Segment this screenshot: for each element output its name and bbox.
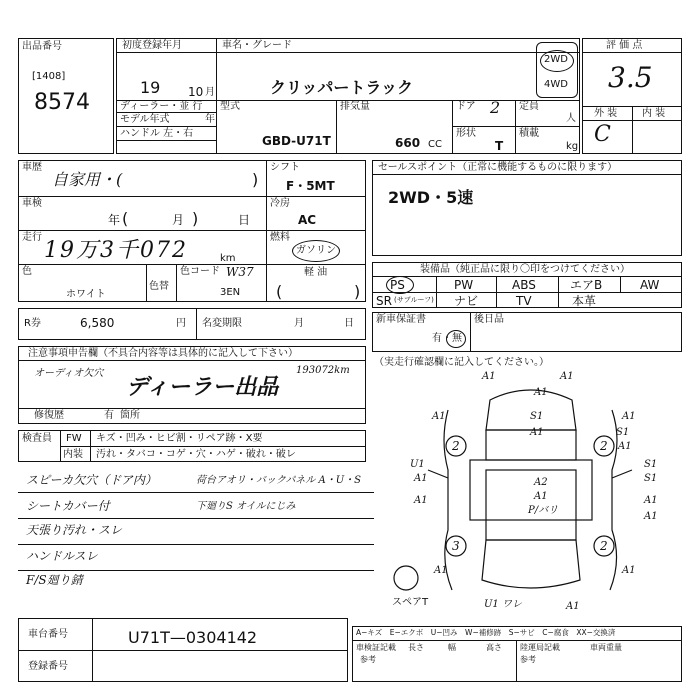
mark-22: 2 — [600, 539, 608, 553]
mark-7: S1 — [616, 427, 630, 438]
mark-12: A1 — [414, 473, 428, 484]
mark-10: 2 — [600, 439, 608, 453]
mark-27: A1 — [534, 387, 548, 398]
mark-4: S1 — [530, 411, 544, 422]
equip-sr-sub: (サブルーフ) — [394, 296, 434, 304]
selling-points-label: セールスポイント（正常に機能するものに限ります） — [378, 162, 618, 173]
remark-4: ハンドルスレ — [26, 549, 98, 563]
mileage-note: 193072km — [296, 365, 350, 376]
equip-navi: ナビ — [454, 294, 479, 308]
interior-label: 内 装 — [642, 108, 666, 119]
displacement-value: 660 — [395, 136, 421, 150]
mark-5: A1 — [530, 427, 544, 438]
equipment-label: 装備品（純正品に限り〇印をつけてください） — [420, 264, 630, 275]
legend-col7: 車両重量 — [590, 643, 622, 652]
recycle-label: R券 — [24, 318, 41, 329]
drive-4wd: 4WD — [544, 79, 568, 90]
equip-leather: 本革 — [572, 294, 597, 308]
score-label: 評 価 点 — [606, 40, 643, 51]
notes-label: 注意事項申告欄（不具合内容等は具体的に記入して下さい） — [28, 348, 298, 359]
handle-label: ハンドル 左・右 — [120, 128, 194, 139]
fuel-label: 燃料 — [270, 232, 290, 243]
mark-18: A2 — [534, 477, 548, 488]
inspection-month: 月 — [172, 213, 185, 227]
equip-aw: AW — [640, 278, 660, 292]
mark-13: A1 — [414, 495, 428, 506]
mark-19: A1 — [534, 491, 548, 502]
remark-right-2: 下廻りS オイルにじみ — [196, 501, 296, 512]
shift-value: F・5MT — [286, 179, 335, 193]
inspection-paren-close: ) — [192, 209, 199, 228]
history-value: 自家用・( — [52, 170, 123, 189]
inspection-day: 日 — [238, 213, 251, 227]
legend-col8: 参考 — [520, 655, 536, 664]
exterior-label: 外 装 — [594, 108, 618, 119]
shape-label: 形状 — [456, 128, 476, 139]
dealer-label: ディーラー・並 行 — [120, 101, 203, 112]
remark-2: シートカバー付 — [26, 499, 110, 513]
mark-25: U1 ワレ — [484, 599, 522, 610]
first-reg-month-unit: 月 — [205, 87, 215, 98]
mark-3: A1 — [432, 411, 446, 422]
expiry-label: 名変期限 — [202, 318, 242, 329]
mark-21: 3 — [452, 539, 460, 553]
mark-15: S1 — [644, 473, 658, 484]
lot-code: [1408] — [32, 71, 66, 82]
history-close: ) — [252, 170, 259, 189]
doors-label: ドア — [456, 101, 476, 112]
selling-points-value: 2WD・5速 — [388, 188, 474, 207]
repair-label: 修復歴 — [34, 410, 64, 421]
car-name-label: 車名・グレード — [222, 40, 292, 51]
inspector-label: 検査員 — [22, 433, 52, 444]
color-value: ホワイト — [66, 289, 106, 300]
equip-sr: SR — [376, 294, 392, 308]
capacity-unit: 人 — [566, 113, 576, 124]
mark-16: A1 — [644, 495, 658, 506]
equip-pw: PW — [454, 278, 474, 292]
displacement-unit: CC — [428, 139, 442, 150]
first-reg-year: 19 — [140, 78, 161, 97]
color-code-label: 色コード — [180, 266, 220, 277]
equip-ps: PS — [390, 278, 405, 292]
mark-14: S1 — [644, 459, 658, 470]
first-reg-month: 10 — [188, 85, 204, 99]
inspection-year: 年 — [108, 213, 121, 227]
score-value: 3.5 — [608, 61, 653, 94]
remark-5: F/S廻り錆 — [26, 573, 83, 587]
repair-place: 箇所 — [120, 410, 140, 421]
mark-11: U1 — [410, 459, 425, 470]
capacity-label: 定員 — [519, 101, 539, 112]
notes-line1: オーディオ欠穴 — [34, 368, 104, 379]
legend-col2: 長さ — [408, 643, 424, 652]
chassis-label: 車台番号 — [28, 629, 68, 640]
mark-24: A1 — [622, 565, 636, 576]
inspector-fw-items: キズ・凹み・ヒビ割・リペア跡・X要 — [96, 433, 263, 444]
doors-value: 2 — [490, 98, 501, 117]
model-value: GBD-U71T — [262, 134, 331, 148]
spare-label: スペアT — [392, 597, 429, 608]
recycle-value: 6,580 — [80, 316, 115, 330]
legend-col6: 陸運局記載 — [520, 643, 560, 652]
mileage-unit: km — [220, 253, 236, 264]
model-label: 型式 — [220, 101, 240, 112]
warranty-value: 有・無 — [432, 333, 462, 344]
mark-26: A1 — [566, 601, 580, 612]
lot-label: 出品番号 — [22, 41, 62, 52]
car-name-value: クリッパートラック — [270, 78, 414, 97]
exterior-value: C — [594, 122, 611, 147]
legend-row1: A−キズ E−エクボ U−凹み W−補修跡 S−サビ C−腐食 XX−交換済 — [356, 628, 616, 637]
mark-8: A1 — [618, 441, 632, 452]
drive-2wd: 2WD — [544, 54, 568, 65]
color-changed-label: 色替 — [149, 281, 169, 292]
recycle-unit: 円 — [176, 318, 186, 329]
inspector-in-items: 汚れ・タバコ・コゲ・穴・ハゲ・破れ・破レ — [96, 449, 296, 460]
mileage-label: 走行 — [22, 232, 42, 243]
equip-tv: TV — [516, 294, 532, 308]
fuel-alt: 軽 油 — [304, 267, 328, 278]
mark-6: A1 — [622, 411, 636, 422]
inspector-fw: FW — [66, 433, 82, 444]
history-label: 車歴 — [22, 162, 42, 173]
legend-col3: 幅 — [448, 643, 456, 652]
inspection-paren-open: ( — [122, 209, 129, 228]
mark-2: A1 — [560, 371, 574, 382]
warranty-label: 新車保証書 — [376, 314, 426, 325]
inspector-interior: 内装 — [63, 449, 83, 460]
legend-col4: 高さ — [486, 643, 502, 652]
load-unit: kg — [566, 141, 579, 152]
dealer-stamp: ディーラー出品 — [126, 374, 279, 400]
mark-1: A1 — [482, 371, 496, 382]
color-code-value: W37 — [226, 265, 254, 279]
repair-value: 有 — [104, 410, 114, 421]
equip-airbag: エアB — [570, 278, 603, 292]
chassis-value: U71T—0304142 — [128, 628, 258, 647]
after-label: 後日品 — [474, 314, 504, 325]
legend-col5: 参考 — [360, 655, 376, 664]
mark-9: 2 — [452, 439, 460, 453]
model-year-label: モデル年式 — [120, 114, 170, 125]
load-label: 積載 — [519, 128, 539, 139]
first-reg-label: 初度登録年月 — [122, 40, 182, 51]
mileage-value: 19万3千072 — [44, 238, 188, 263]
expiry-month: 月 — [294, 318, 304, 329]
lot-number: 8574 — [34, 90, 90, 115]
ac-value: AC — [298, 213, 317, 227]
shape-value: T — [495, 139, 504, 153]
color-label: 色 — [22, 266, 32, 277]
displacement-label: 排気量 — [340, 101, 370, 112]
remark-1: スピーカ欠穴（ドア内） — [26, 473, 157, 487]
ac-label: 冷房 — [270, 198, 290, 209]
legend-col1: 車検証記載 — [356, 643, 396, 652]
mark-20: P/バリ — [528, 505, 559, 516]
model-year-unit: 年 — [205, 114, 215, 125]
fuel-paren-close: ) — [354, 282, 361, 301]
mark-23: A1 — [434, 565, 448, 576]
expiry-day: 日 — [344, 318, 354, 329]
inspection-label: 車検 — [22, 198, 42, 209]
remark-3: 天張り汚れ・スレ — [26, 523, 123, 537]
fuel-value: ガソリン — [296, 245, 336, 256]
mark-17: A1 — [644, 511, 658, 522]
color-code-sub: 3EN — [220, 287, 241, 298]
shift-label: シフト — [270, 162, 300, 173]
reg-label: 登録番号 — [28, 661, 68, 672]
diagram-caption: （実走行確認欄に記入してください。） — [374, 357, 549, 368]
remark-right-1: 荷台アオリ・バックパネル A・U・S — [196, 475, 361, 486]
equip-abs: ABS — [512, 278, 536, 292]
fuel-paren-open: ( — [276, 282, 283, 301]
